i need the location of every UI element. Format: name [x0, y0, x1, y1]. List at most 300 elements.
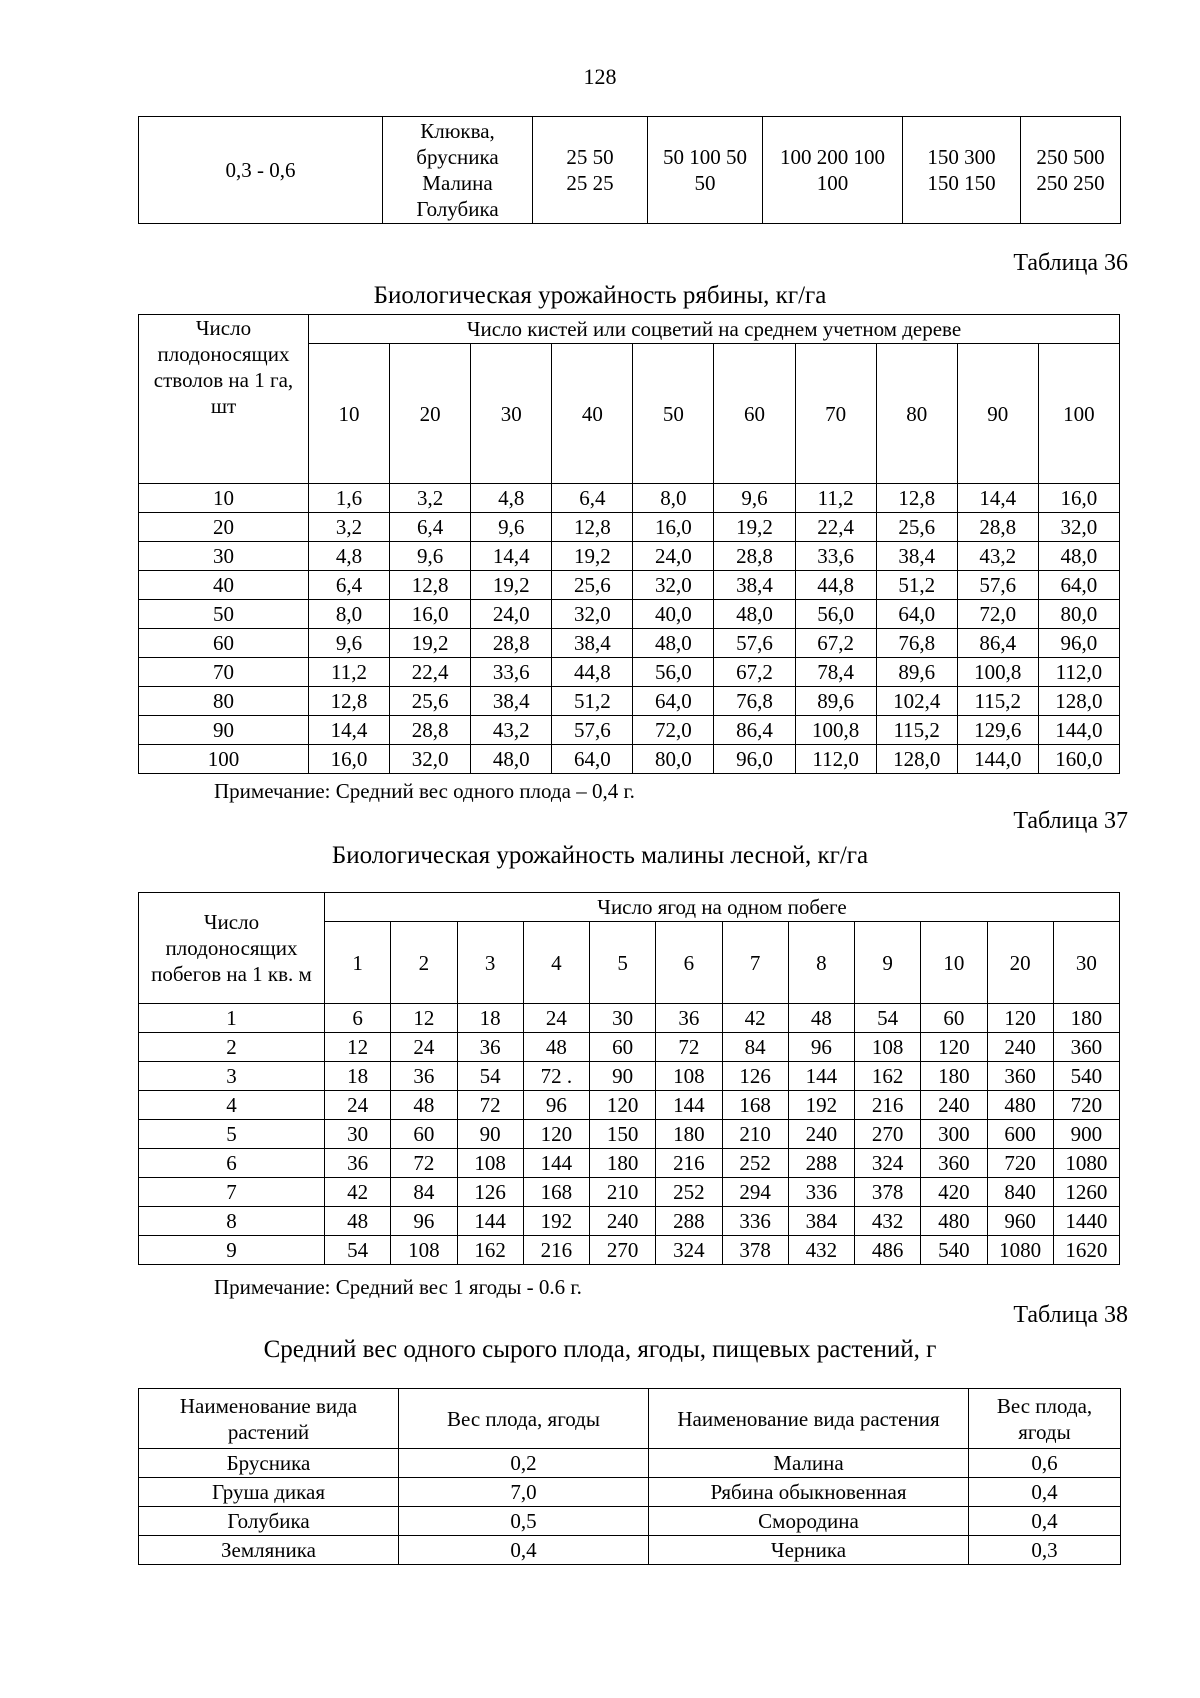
column-header: 50	[633, 344, 714, 484]
table-cell: 8,0	[633, 484, 714, 513]
column-header: 6	[656, 922, 722, 1004]
table-cell: 19,2	[471, 571, 552, 600]
row-label: 8	[139, 1207, 325, 1236]
table-row	[139, 1236, 1120, 1265]
table-cell: 48	[523, 1033, 589, 1062]
table-cell: Смородина	[649, 1507, 969, 1536]
table-cell: 38,4	[714, 571, 795, 600]
table-cell: 86,4	[957, 629, 1038, 658]
table-row	[139, 1004, 1120, 1033]
table-cell: 150	[590, 1120, 656, 1149]
column-header: 4	[523, 922, 589, 1004]
table-cell: 38,4	[876, 542, 957, 571]
table36-title: Биологическая урожайность рябины, кг/га	[373, 282, 827, 309]
table-cell: 36	[391, 1062, 457, 1091]
table-cell: 100 200 100 100	[763, 117, 903, 224]
table-cell: 144,0	[957, 745, 1038, 774]
table-cell: 19,2	[390, 629, 471, 658]
table-cell: 108	[656, 1062, 722, 1091]
row-label: 2	[139, 1033, 325, 1062]
table-cell: 96,0	[714, 745, 795, 774]
column-header: 40	[552, 344, 633, 484]
table-cell: 28,8	[714, 542, 795, 571]
table-row	[139, 1478, 1121, 1507]
table-cell: 120	[987, 1004, 1053, 1033]
table-row	[139, 687, 1120, 716]
table-cell: Черника	[649, 1536, 969, 1565]
table-cell: Рябина обыкновенная	[649, 1478, 969, 1507]
table-row	[139, 1033, 1120, 1062]
row-label: 100	[139, 745, 309, 774]
column-header: 10	[309, 344, 390, 484]
table-cell: 56,0	[633, 658, 714, 687]
table-cell: 100,8	[957, 658, 1038, 687]
table-cell: 126	[722, 1062, 788, 1091]
table-cell: 486	[855, 1236, 921, 1265]
table37-note: Примечание: Средний вес 1 ягоды - 0.6 г.	[214, 1275, 582, 1299]
table-cell: 48,0	[1038, 542, 1119, 571]
table-cell: 9,6	[309, 629, 390, 658]
table-cell: 252	[656, 1178, 722, 1207]
row-label: 30	[139, 542, 309, 571]
table37-title: Биологическая урожайность малины лесной, кг/га	[331, 842, 869, 869]
table-cell: 210	[590, 1178, 656, 1207]
table-cell: 72 .	[523, 1062, 589, 1091]
table-cell: 42	[325, 1178, 391, 1207]
table-cell: Малина	[649, 1449, 969, 1478]
table-cell: 22,4	[390, 658, 471, 687]
table-cell: 72,0	[957, 600, 1038, 629]
table-cell: 22,4	[795, 513, 876, 542]
table-cell: Груша дикая	[139, 1478, 399, 1507]
table-cell: 12,8	[309, 687, 390, 716]
row-label: 20	[139, 513, 309, 542]
table36	[138, 314, 1120, 774]
table-row	[139, 1507, 1121, 1536]
column-header: 70	[795, 344, 876, 484]
table-cell: 840	[987, 1178, 1053, 1207]
table-cell: 44,8	[795, 571, 876, 600]
row-label: 40	[139, 571, 309, 600]
table-cell: 57,6	[552, 716, 633, 745]
table-cell: 50 100 50 50	[648, 117, 763, 224]
table-row	[139, 484, 1120, 513]
table-cell: 432	[855, 1207, 921, 1236]
table-cell: 115,2	[957, 687, 1038, 716]
table-cell: 36	[457, 1033, 523, 1062]
table-cell: 28,8	[957, 513, 1038, 542]
table-cell: 6,4	[390, 513, 471, 542]
table-cell: 112,0	[795, 745, 876, 774]
table-cell: 64,0	[876, 600, 957, 629]
table-cell: 43,2	[471, 716, 552, 745]
table-cell: 102,4	[876, 687, 957, 716]
table-cell: 3,2	[390, 484, 471, 513]
table-cell: 129,6	[957, 716, 1038, 745]
table-cell: 76,8	[876, 629, 957, 658]
row-label: 5	[139, 1120, 325, 1149]
table-cell: 168	[722, 1091, 788, 1120]
table-cell: 160,0	[1038, 745, 1119, 774]
table-cell: 1260	[1053, 1178, 1119, 1207]
table-cell: 360	[921, 1149, 987, 1178]
table-cell: 4,8	[309, 542, 390, 571]
table-cell: 51,2	[876, 571, 957, 600]
column-header: 7	[722, 922, 788, 1004]
table-row	[139, 117, 1121, 224]
table-cell: 16,0	[633, 513, 714, 542]
table38-title: Средний вес одного сырого плода, ягоды, пищевых растений, г	[263, 1336, 937, 1363]
table-cell: 360	[987, 1062, 1053, 1091]
table-cell: 60	[590, 1033, 656, 1062]
column-header: Вес плода, ягоды	[399, 1389, 649, 1449]
column-header: 1	[325, 922, 391, 1004]
table-cell: 33,6	[795, 542, 876, 571]
table-cell: 14,4	[309, 716, 390, 745]
table-cell: 89,6	[795, 687, 876, 716]
table-cell: 48,0	[633, 629, 714, 658]
table-cell: 960	[987, 1207, 1053, 1236]
table-cell: 64,0	[1038, 571, 1119, 600]
table-cell: 19,2	[552, 542, 633, 571]
table-row	[139, 745, 1120, 774]
table-cell: 48	[391, 1091, 457, 1120]
table-cell: 30	[590, 1004, 656, 1033]
table-cell: 38,4	[552, 629, 633, 658]
table-cell: 115,2	[876, 716, 957, 745]
table-row	[139, 1178, 1120, 1207]
table-cell: 40,0	[633, 600, 714, 629]
table-cell: 216	[523, 1236, 589, 1265]
table-cell: 84	[391, 1178, 457, 1207]
table-cell: 294	[722, 1178, 788, 1207]
page-number: 128	[583, 64, 617, 89]
table-cell: 48	[325, 1207, 391, 1236]
table-row	[139, 1149, 1120, 1178]
table-cell: 11,2	[309, 658, 390, 687]
table-cell: 16,0	[309, 745, 390, 774]
table-cell: 0,4	[969, 1478, 1121, 1507]
table-cell: 54	[855, 1004, 921, 1033]
column-header: 5	[590, 922, 656, 1004]
table-cell: 24	[523, 1004, 589, 1033]
table-row	[139, 1449, 1121, 1478]
table-cell: 96	[391, 1207, 457, 1236]
table-cell: 12,8	[390, 571, 471, 600]
row-label: 80	[139, 687, 309, 716]
table-cell: 9,6	[714, 484, 795, 513]
column-header: 80	[876, 344, 957, 484]
table-cell: 6,4	[552, 484, 633, 513]
table-cell: 72,0	[633, 716, 714, 745]
table38	[138, 1388, 1121, 1565]
table-cell: 240	[921, 1091, 987, 1120]
row-label: 1	[139, 1004, 325, 1033]
column-header: 100	[1038, 344, 1119, 484]
table-cell: 56,0	[795, 600, 876, 629]
table-cell: 30	[325, 1120, 391, 1149]
table36-group-header: Число кистей или соцветий на среднем учетном дереве	[309, 315, 1120, 344]
column-header: 60	[714, 344, 795, 484]
table-cell: 32,0	[633, 571, 714, 600]
table-cell: 28,8	[471, 629, 552, 658]
row-label: 3	[139, 1062, 325, 1091]
table-cell: 54	[325, 1236, 391, 1265]
table-cell: 144	[788, 1062, 854, 1091]
table-cell: 80,0	[1038, 600, 1119, 629]
table-cell: 128,0	[876, 745, 957, 774]
table-cell: 1,6	[309, 484, 390, 513]
table-cell: 14,4	[957, 484, 1038, 513]
table-cell: 25,6	[552, 571, 633, 600]
table-row	[139, 1536, 1121, 1565]
table-cell: 36	[656, 1004, 722, 1033]
table-row	[139, 513, 1120, 542]
table-cell: 86,4	[714, 716, 795, 745]
table-cell: 180	[590, 1149, 656, 1178]
table-row	[139, 1091, 1120, 1120]
table37-caption: Таблица 37	[1013, 808, 1128, 834]
table-cell: 100,8	[795, 716, 876, 745]
table-cell: 162	[855, 1062, 921, 1091]
table-cell: 432	[788, 1236, 854, 1265]
table-cell: 0,4	[399, 1536, 649, 1565]
table-cell: 250 500 250 250	[1021, 117, 1121, 224]
table-cell: 67,2	[714, 658, 795, 687]
table36-caption: Таблица 36	[1013, 250, 1128, 276]
table-cell: 96	[523, 1091, 589, 1120]
table-cell: 480	[921, 1207, 987, 1236]
table-cell: 48,0	[714, 600, 795, 629]
table-cell: 24,0	[633, 542, 714, 571]
table37-row-header: Число плодоносящих побегов на 1 кв. м	[139, 893, 325, 1004]
table-cell: 19,2	[714, 513, 795, 542]
table-cell: 120	[523, 1120, 589, 1149]
table-cell: 32,0	[390, 745, 471, 774]
table-cell: 1080	[1053, 1149, 1119, 1178]
table-cell: 240	[788, 1120, 854, 1149]
table-row	[139, 600, 1120, 629]
table-cell: 720	[1053, 1091, 1119, 1120]
table37	[138, 892, 1120, 1265]
table-cell: 180	[921, 1062, 987, 1091]
table-cell: 378	[855, 1178, 921, 1207]
table-cell: 1440	[1053, 1207, 1119, 1236]
table-cell: 720	[987, 1149, 1053, 1178]
table-cell: 76,8	[714, 687, 795, 716]
table-cell: 128,0	[1038, 687, 1119, 716]
table-cell: 480	[987, 1091, 1053, 1120]
table-cell: 12	[391, 1004, 457, 1033]
table-cell: 24	[391, 1033, 457, 1062]
table-cell: Голубика	[139, 1507, 399, 1536]
table-cell: 32,0	[552, 600, 633, 629]
table-cell: 96	[788, 1033, 854, 1062]
table-cell: 420	[921, 1178, 987, 1207]
table-cell: 72	[656, 1033, 722, 1062]
table-cell: 6,4	[309, 571, 390, 600]
table-cell: 126	[457, 1178, 523, 1207]
table-cell: 150 300 150 150	[903, 117, 1021, 224]
row-label: 70	[139, 658, 309, 687]
table-cell: 84	[722, 1033, 788, 1062]
column-header: 30	[1053, 922, 1119, 1004]
table-cell: 54	[457, 1062, 523, 1091]
table-cell: 57,6	[957, 571, 1038, 600]
table-cell: 42	[722, 1004, 788, 1033]
table-cell: 180	[1053, 1004, 1119, 1033]
table-cell: 112,0	[1038, 658, 1119, 687]
table-cell: 14,4	[471, 542, 552, 571]
table-cell: 120	[921, 1033, 987, 1062]
table-cell: 108	[855, 1033, 921, 1062]
table-cell: 900	[1053, 1120, 1119, 1149]
column-header: Наименование вида растений	[139, 1389, 399, 1449]
table-cell: 288	[788, 1149, 854, 1178]
table-cell: 72	[457, 1091, 523, 1120]
table-cell: 144	[656, 1091, 722, 1120]
table-cell: Клюква, брусника Малина Голубика	[383, 117, 533, 224]
table-cell: 324	[855, 1149, 921, 1178]
table-cell: 600	[987, 1120, 1053, 1149]
table-cell: 162	[457, 1236, 523, 1265]
table-cell: 0,4	[969, 1507, 1121, 1536]
row-label: 10	[139, 484, 309, 513]
table-cell: 24	[325, 1091, 391, 1120]
table-cell: 36	[325, 1149, 391, 1178]
table-cell: 192	[523, 1207, 589, 1236]
table-row	[139, 1207, 1120, 1236]
table-cell: 144,0	[1038, 716, 1119, 745]
table-cell: 192	[788, 1091, 854, 1120]
table-cell: 4,8	[471, 484, 552, 513]
table-cell: 80,0	[633, 745, 714, 774]
table-cell: 12	[325, 1033, 391, 1062]
table-cell: 7,0	[399, 1478, 649, 1507]
table-cell: 168	[523, 1178, 589, 1207]
column-header: 10	[921, 922, 987, 1004]
table-cell: 8,0	[309, 600, 390, 629]
table-cell: 1620	[1053, 1236, 1119, 1265]
table-cell: 240	[590, 1207, 656, 1236]
table-cell: 89,6	[876, 658, 957, 687]
table-cell: 11,2	[795, 484, 876, 513]
table-cell: 51,2	[552, 687, 633, 716]
table-cell: 324	[656, 1236, 722, 1265]
table-cell: 90	[457, 1120, 523, 1149]
table-row	[139, 629, 1120, 658]
table-cell: 120	[590, 1091, 656, 1120]
table-cell: 0,3	[969, 1536, 1121, 1565]
table-cell: 32,0	[1038, 513, 1119, 542]
table-cell: 90	[590, 1062, 656, 1091]
table-row	[139, 658, 1120, 687]
table-cell: 240	[987, 1033, 1053, 1062]
table-cell: 108	[457, 1149, 523, 1178]
table38-caption: Таблица 38	[1013, 1302, 1128, 1328]
table-cell: 180	[656, 1120, 722, 1149]
table-cell: 78,4	[795, 658, 876, 687]
table-cell: 18	[457, 1004, 523, 1033]
column-header: Наименование вида растения	[649, 1389, 969, 1449]
table-cell: 0,3 - 0,6	[139, 117, 383, 224]
table-cell: 6	[325, 1004, 391, 1033]
table-cell: 270	[590, 1236, 656, 1265]
column-header: Вес плода, ягоды	[969, 1389, 1121, 1449]
column-header: 8	[788, 922, 854, 1004]
table-cell: 18	[325, 1062, 391, 1091]
table-cell: 300	[921, 1120, 987, 1149]
table-row	[139, 571, 1120, 600]
table-cell: 44,8	[552, 658, 633, 687]
column-header: 3	[457, 922, 523, 1004]
table-cell: 33,6	[471, 658, 552, 687]
table-cell: 360	[1053, 1033, 1119, 1062]
row-label: 60	[139, 629, 309, 658]
table36-row-header: Число плодоносящих стволов на 1 га, шт	[139, 315, 309, 484]
table-cell: 96,0	[1038, 629, 1119, 658]
table-cell: 60	[391, 1120, 457, 1149]
table-cell: 12,8	[876, 484, 957, 513]
table-cell: Брусника	[139, 1449, 399, 1478]
table-cell: 384	[788, 1207, 854, 1236]
table-cell: 540	[1053, 1062, 1119, 1091]
table-cell: 9,6	[390, 542, 471, 571]
column-header: 20	[987, 922, 1053, 1004]
table-cell: 108	[391, 1236, 457, 1265]
table-cell: 60	[921, 1004, 987, 1033]
table-cell: 16,0	[1038, 484, 1119, 513]
row-label: 4	[139, 1091, 325, 1120]
table-cell: 25,6	[876, 513, 957, 542]
table-row	[139, 716, 1120, 745]
table-cell: 16,0	[390, 600, 471, 629]
table-cell: 43,2	[957, 542, 1038, 571]
table-cell: 378	[722, 1236, 788, 1265]
table-cell: 0,6	[969, 1449, 1121, 1478]
table-cell: 216	[855, 1091, 921, 1120]
table-row	[139, 1062, 1120, 1091]
table-cell: 9,6	[471, 513, 552, 542]
table-cell: Земляника	[139, 1536, 399, 1565]
row-label: 7	[139, 1178, 325, 1207]
table-cell: 24,0	[471, 600, 552, 629]
table-cell: 28,8	[390, 716, 471, 745]
table-cell: 0,5	[399, 1507, 649, 1536]
table-cell: 48	[788, 1004, 854, 1033]
row-label: 9	[139, 1236, 325, 1265]
table-cell: 25,6	[390, 687, 471, 716]
column-header: 90	[957, 344, 1038, 484]
table-cell: 144	[457, 1207, 523, 1236]
table-cell: 57,6	[714, 629, 795, 658]
table-cell: 64,0	[633, 687, 714, 716]
column-header: 2	[391, 922, 457, 1004]
table36-note: Примечание: Средний вес одного плода – 0,4 г.	[214, 779, 635, 803]
table-cell: 67,2	[795, 629, 876, 658]
table-row	[139, 542, 1120, 571]
table-cell: 3,2	[309, 513, 390, 542]
table-cell: 72	[391, 1149, 457, 1178]
row-label: 90	[139, 716, 309, 745]
table-cell: 288	[656, 1207, 722, 1236]
table-cell: 144	[523, 1149, 589, 1178]
table-cell: 336	[788, 1178, 854, 1207]
table37-group-header: Число ягод на одном побеге	[325, 893, 1120, 922]
table-cell: 38,4	[471, 687, 552, 716]
table-cell: 540	[921, 1236, 987, 1265]
table-cell: 64,0	[552, 745, 633, 774]
